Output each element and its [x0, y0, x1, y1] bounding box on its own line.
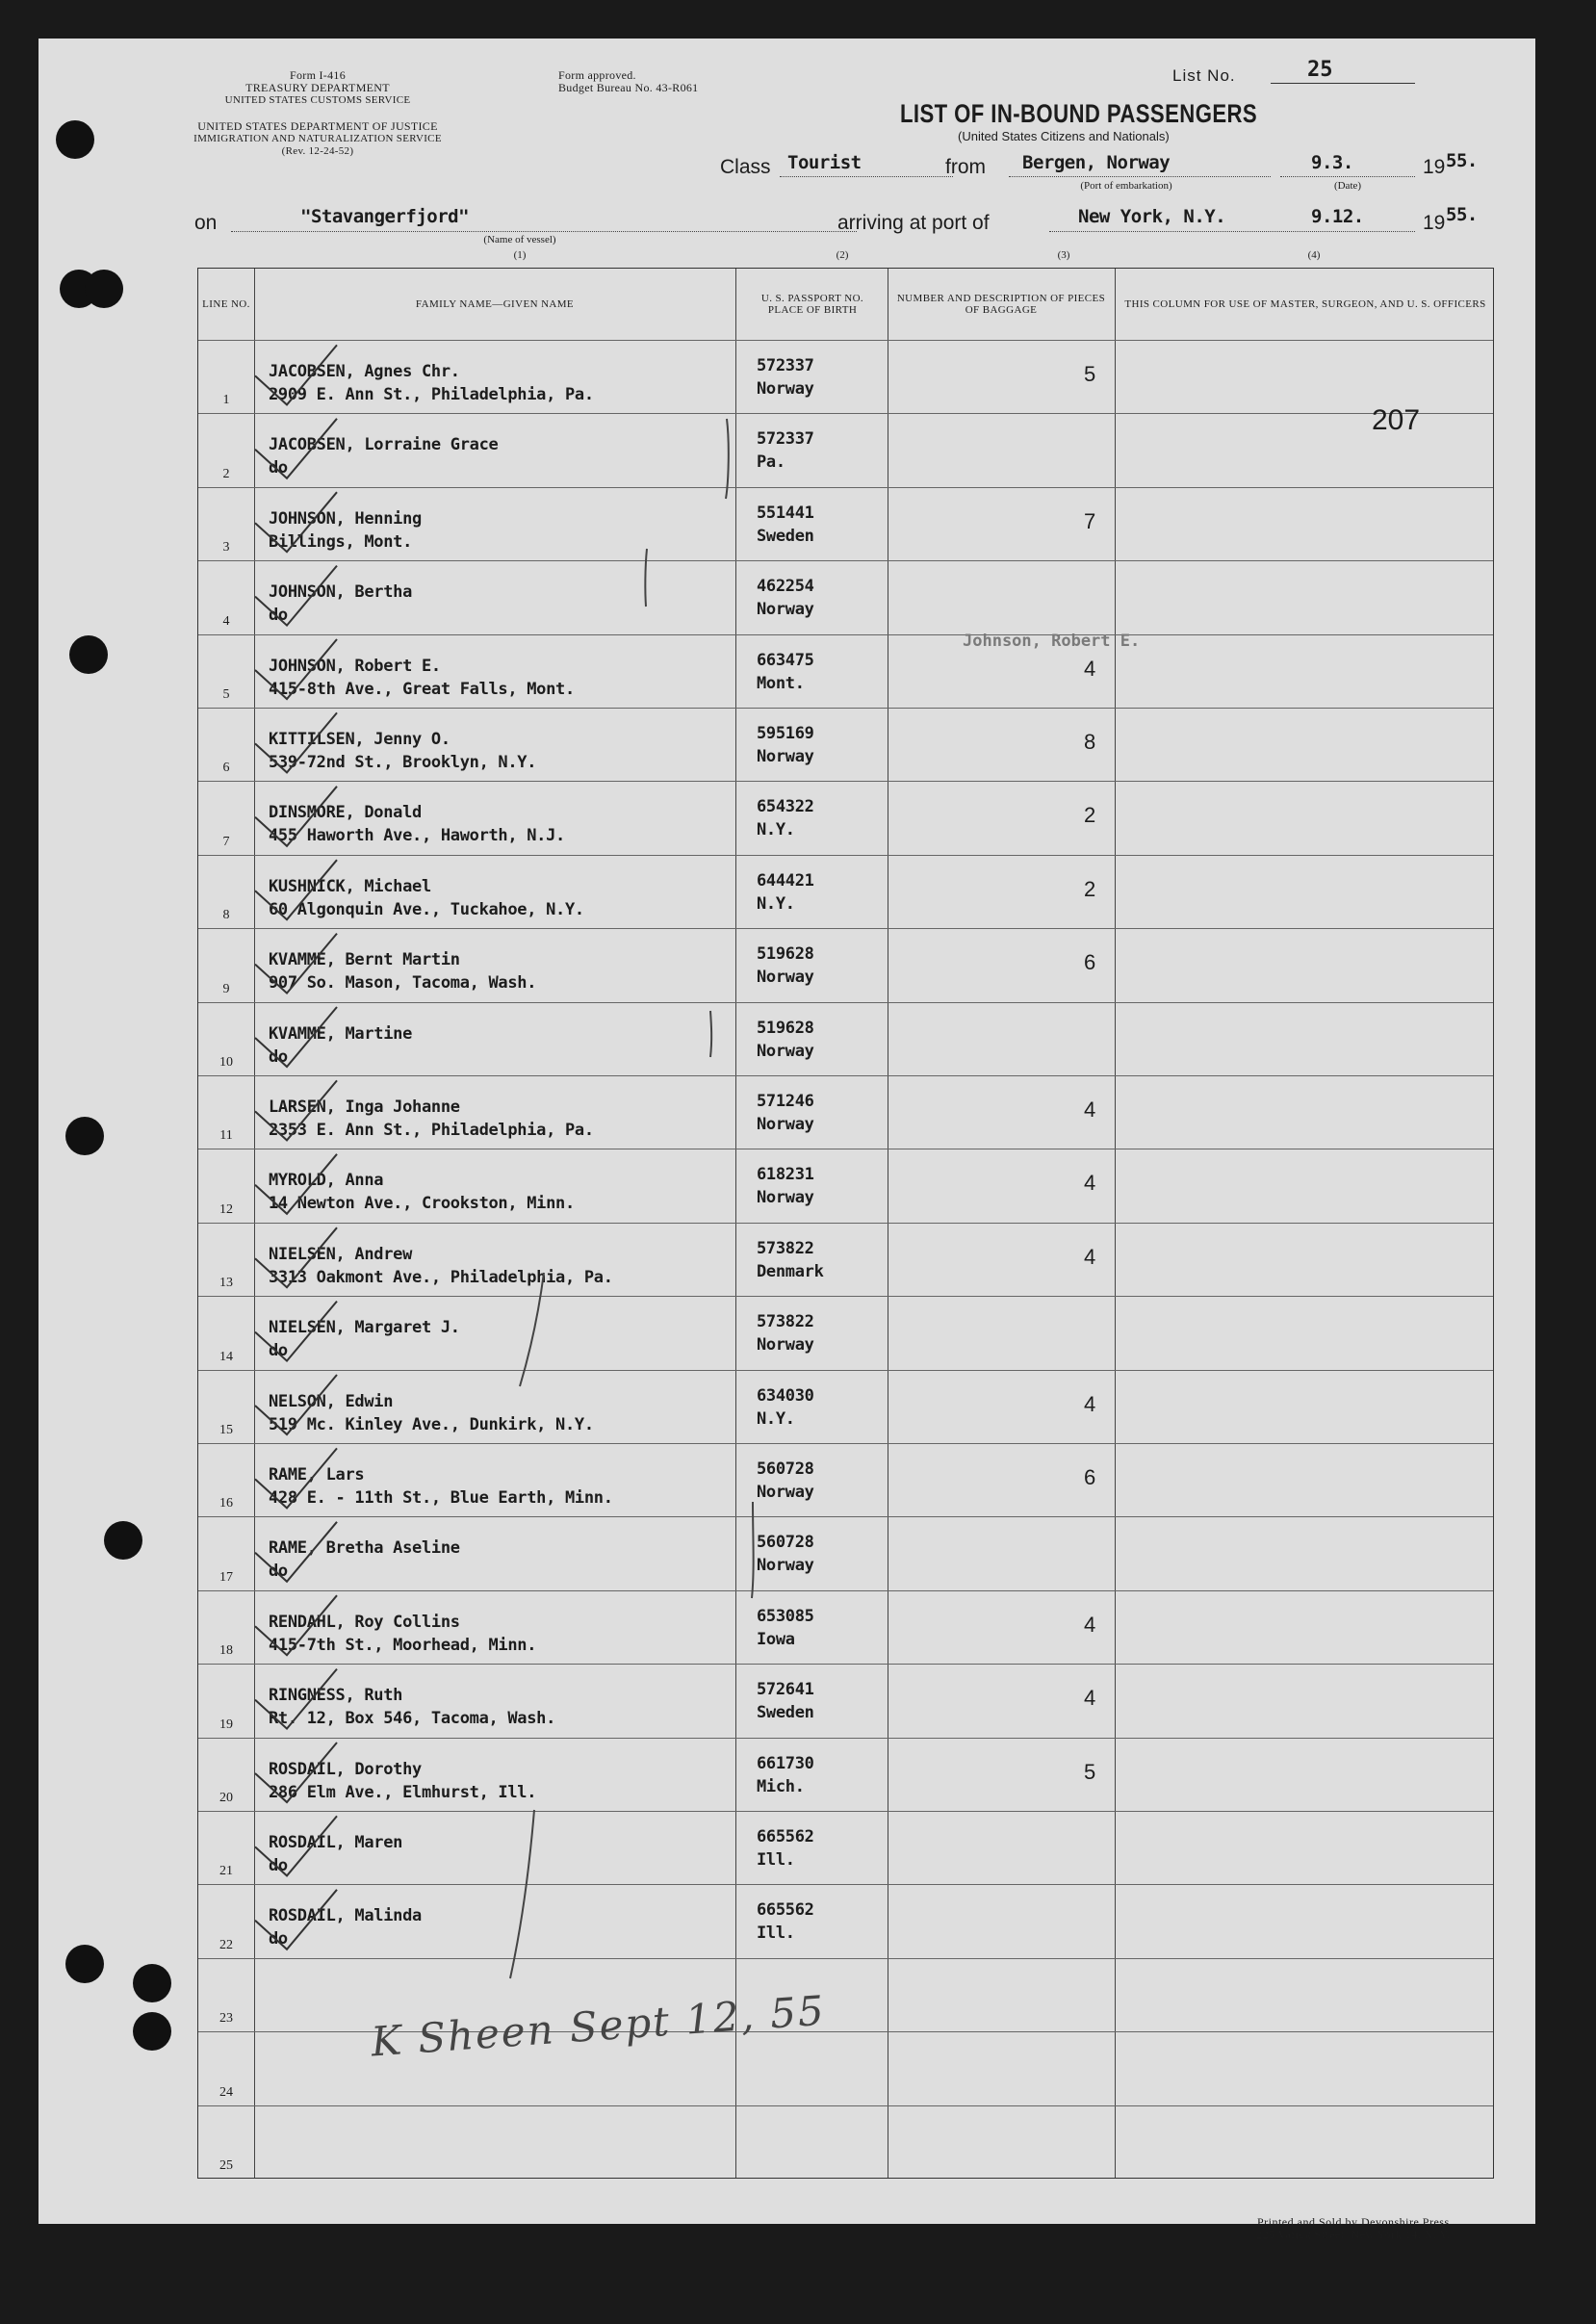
line-number: 17 [219, 1569, 233, 1585]
passport-number: 654322 [757, 797, 814, 817]
vessel-caption: (Name of vessel) [483, 234, 556, 245]
table-row [198, 487, 1493, 561]
passenger-name: RAME, Lars [269, 1465, 365, 1485]
table-row [198, 1296, 1493, 1370]
line-number: 20 [219, 1790, 233, 1805]
line-number: 3 [222, 540, 230, 555]
passenger-name-block [269, 1390, 594, 1436]
place-of-birth: Norway [757, 1483, 814, 1502]
place-of-birth: Norway [757, 968, 814, 988]
passenger-name-block [269, 1758, 536, 1804]
passenger-address: do [269, 1046, 288, 1067]
passport-number: 661730 [757, 1753, 814, 1773]
passenger-name: JOHNSON, Robert E. [269, 656, 441, 676]
baggage-count: 4 [1084, 1686, 1096, 1711]
place-of-birth: Norway [757, 1041, 814, 1061]
manifest-title: LIST OF IN-BOUND PASSENGERS [900, 99, 1258, 128]
table-row [198, 1590, 1493, 1665]
passport-number: 653085 [757, 1606, 814, 1626]
place-of-birth: Norway [757, 1188, 814, 1208]
passport-number: 551441 [757, 503, 814, 523]
baggage-count: 4 [1084, 656, 1096, 681]
passport-block [757, 1752, 814, 1798]
line-number: 4 [222, 613, 230, 629]
class-underline [780, 176, 953, 177]
passenger-name: ROSDAIL, Dorothy [269, 1759, 422, 1779]
arrival-underline [1049, 231, 1415, 232]
line-number: 21 [219, 1864, 233, 1879]
port-underline [1009, 176, 1271, 177]
passenger-address: 60 Algonquin Ave., Tuckahoe, N.Y. [269, 899, 584, 919]
place-of-birth: Denmark [757, 1261, 824, 1281]
col-3-caption: (3) [1057, 249, 1070, 261]
line-number: 18 [219, 1643, 233, 1659]
date-underline [1280, 176, 1415, 177]
manifest-sheet [39, 39, 1535, 2241]
passenger-name-block [269, 1169, 575, 1215]
passenger-name-block [269, 1831, 402, 1877]
place-of-birth: N.Y. [757, 893, 795, 914]
passport-block [757, 649, 814, 695]
passenger-name-block [269, 1904, 422, 1950]
line-number: 12 [219, 1201, 233, 1217]
baggage-count: 5 [1084, 1759, 1096, 1784]
arrival-date: 9.12. [1311, 206, 1364, 227]
passenger-name: JACOBSEN, Agnes Chr. [269, 362, 460, 381]
passport-block [757, 427, 814, 474]
passport-block [757, 1384, 814, 1431]
col-1-caption: (1) [513, 249, 527, 261]
passport-block [757, 1605, 814, 1651]
from-label: from [945, 156, 986, 178]
line-number: 19 [219, 1717, 233, 1732]
table-row [198, 1149, 1493, 1223]
table-row [198, 1664, 1493, 1738]
table-row [198, 1738, 1493, 1812]
baggage-count: 2 [1084, 876, 1096, 901]
passenger-address: 455 Haworth Ave., Haworth, N.J. [269, 826, 565, 846]
punch-hole [56, 120, 94, 159]
passenger-name: RINGNESS, Ruth [269, 1686, 403, 1706]
passenger-name: JOHNSON, Bertha [269, 582, 413, 603]
form-approved: Form approved. [558, 68, 636, 82]
passport-block [757, 943, 814, 989]
printer-imprint [1256, 2216, 1451, 2241]
baggage-count: 7 [1084, 508, 1096, 533]
col-2-caption: (2) [836, 249, 849, 261]
passport-block [757, 795, 814, 841]
passenger-address: 3313 Oakmont Ave., Philadelphia, Pa. [269, 1267, 613, 1287]
baggage-count: 8 [1084, 730, 1096, 754]
passport-number: 519628 [757, 1018, 814, 1038]
passport-number: 572337 [757, 429, 814, 450]
passenger-name: RAME, Bretha Aseline [269, 1538, 460, 1559]
punch-hole [65, 1945, 104, 1983]
passport-block [757, 1678, 814, 1724]
treasury-dept: TREASURY DEPARTMENT [245, 81, 390, 94]
header-line-no: LINE NO. [202, 298, 250, 310]
year-prefix: 19 [1423, 156, 1446, 178]
port-of-embarkation: Bergen, Norway [1022, 152, 1171, 173]
baggage-count: 5 [1084, 362, 1096, 386]
place-of-birth: Ill. [757, 1850, 795, 1870]
passenger-name: NIELSEN, Andrew [269, 1244, 413, 1264]
port-caption: (Port of embarkation) [1080, 180, 1172, 192]
passport-number: 560728 [757, 1533, 814, 1553]
table-row [198, 1223, 1493, 1297]
passenger-address: 415-8th Ave., Great Falls, Mont. [269, 679, 575, 699]
line-number: 14 [219, 1349, 233, 1364]
place-of-birth: Norway [757, 1335, 814, 1356]
passenger-name: JOHNSON, Henning [269, 508, 422, 529]
passenger-address: Rt. 12, Box 546, Tacoma, Wash. [269, 1709, 556, 1729]
line-number: 7 [222, 834, 230, 849]
passport-number: 572337 [757, 356, 814, 375]
line-number: 1 [222, 393, 230, 408]
struck-through-entry: Johnson, Robert E. [963, 632, 1141, 651]
table-row [198, 928, 1493, 1002]
place-of-birth: Norway [757, 600, 814, 620]
passport-block [757, 1531, 814, 1577]
place-of-birth: Mich. [757, 1776, 805, 1796]
passenger-address: do [269, 1562, 288, 1582]
customs-service: UNITED STATES CUSTOMS SERVICE [224, 94, 411, 106]
baggage-count: 4 [1084, 1244, 1096, 1269]
baggage-count: 6 [1084, 1465, 1096, 1489]
header-passport: U. S. PASSPORT NO. PLACE OF BIRTH [760, 293, 864, 316]
line-number: 6 [222, 761, 230, 776]
passenger-name-block [269, 1684, 555, 1730]
passport-number: 462254 [757, 577, 814, 597]
place-of-birth: Sweden [757, 526, 814, 546]
passenger-address: 907 So. Mason, Tacoma, Wash. [269, 973, 537, 994]
passenger-address: do [269, 1856, 288, 1875]
arrival-port: New York, N.Y. [1078, 206, 1226, 227]
place-of-birth: Pa. [757, 452, 785, 473]
table-row [198, 413, 1493, 487]
table-row [198, 1884, 1493, 1958]
line-number: 5 [222, 686, 230, 702]
passenger-table [197, 268, 1494, 2179]
passenger-name-block [269, 1463, 613, 1510]
passport-number: 595169 [757, 724, 814, 743]
justice-block [183, 120, 452, 158]
place-of-birth: Norway [757, 1115, 814, 1134]
arrival-year: 55. [1446, 204, 1478, 225]
passenger-address: 286 Elm Ave., Elmhurst, Ill. [269, 1782, 537, 1802]
punch-hole [133, 1964, 171, 2002]
passenger-address: 415-7th St., Moorhead, Minn. [269, 1635, 537, 1655]
table-row [198, 1370, 1493, 1444]
passport-block [757, 575, 814, 621]
passenger-name: KVAMME, Bernt Martin [269, 950, 460, 970]
class-label: Class [720, 156, 771, 178]
printer-line-1: Printed and Sold by Devonshire Press [1256, 2215, 1450, 2229]
passport-block [757, 869, 814, 916]
place-of-birth: Sweden [757, 1703, 814, 1723]
passenger-address: 14 Newton Ave., Crookston, Minn. [269, 1194, 575, 1214]
form-identification [188, 69, 448, 107]
place-of-birth: Norway [757, 379, 814, 399]
passenger-name-block [269, 360, 594, 406]
line-number: 16 [219, 1496, 233, 1511]
line-number: 25 [219, 2157, 233, 2173]
line-number: 9 [222, 981, 230, 996]
budget-bureau: Budget Bureau No. 43-R061 [558, 81, 699, 94]
passport-number: 573822 [757, 1238, 814, 1258]
passport-number: 572641 [757, 1680, 814, 1700]
list-number-value: 25 [1307, 58, 1333, 82]
passenger-name-block [269, 1316, 460, 1362]
place-of-birth: Norway [757, 747, 814, 766]
passport-block [757, 502, 814, 548]
passenger-name-block [269, 1022, 412, 1069]
passenger-name-block [269, 655, 575, 701]
passport-block [757, 1310, 814, 1356]
place-of-birth: Iowa [757, 1629, 795, 1649]
printer-line-2: 225 Varick Street, New York 14, N. Y. [1256, 2228, 1451, 2241]
passenger-name-block [269, 948, 536, 994]
passport-number: 519628 [757, 944, 814, 965]
passenger-name-block [269, 1243, 613, 1289]
place-of-birth: N.Y. [757, 820, 795, 840]
passport-number: 663475 [757, 650, 814, 670]
passenger-name-block [269, 801, 565, 847]
punch-hole [65, 1117, 104, 1155]
passenger-name: JACOBSEN, Lorraine Grace [269, 435, 499, 455]
header-officers: THIS COLUMN FOR USE OF MASTER, SURGEON, AND U. S. OFFICERS [1124, 298, 1486, 310]
passenger-name: ROSDAIL, Maren [269, 1833, 403, 1852]
passenger-name: ROSDAIL, Malinda [269, 1906, 422, 1926]
passenger-name: KUSHNICK, Michael [269, 876, 431, 896]
line-number: 24 [219, 2084, 233, 2100]
passenger-name-block [269, 1536, 460, 1583]
vessel-underline [231, 231, 857, 232]
vessel-name: "Stavangerfjord" [300, 206, 470, 227]
punch-hole [69, 635, 108, 674]
arrival-year-prefix: 19 [1423, 212, 1446, 234]
baggage-count: 4 [1084, 1171, 1096, 1196]
passenger-address: do [269, 1341, 288, 1361]
line-number: 2 [222, 466, 230, 481]
passenger-address: 2353 E. Ann St., Philadelphia, Pa. [269, 1121, 594, 1140]
passport-number: 573822 [757, 1312, 814, 1332]
passenger-address: 428 E. - 11th St., Blue Earth, Minn. [269, 1488, 613, 1508]
table-row [198, 855, 1493, 929]
inspector-signature: K Sheen Sept 12, 55 [369, 1986, 828, 2066]
passenger-address: do [269, 606, 288, 626]
passenger-name: KVAMME, Martine [269, 1023, 413, 1044]
line-number: 8 [222, 908, 230, 923]
justice-dept: UNITED STATES DEPARTMENT OF JUSTICE [197, 119, 438, 133]
passenger-address: 2909 E. Ann St., Philadelphia, Pa. [269, 385, 594, 404]
passenger-name-block [269, 728, 536, 774]
place-of-birth: N.Y. [757, 1408, 795, 1429]
table-row [198, 781, 1493, 855]
officer-stamp: 207 [1372, 404, 1421, 436]
passport-block [757, 1163, 814, 1209]
passenger-name-block [269, 875, 584, 921]
place-of-birth: Ill. [757, 1924, 795, 1944]
passenger-address: do [269, 1929, 288, 1950]
departure-year: 55. [1446, 150, 1478, 171]
passenger-name: NIELSEN, Margaret J. [269, 1318, 460, 1338]
table-row [198, 1443, 1493, 1517]
header-baggage: NUMBER AND DESCRIPTION OF PIECES OF BAGGAGE [896, 293, 1106, 316]
line-number: 11 [219, 1128, 233, 1144]
baggage-count: 4 [1084, 1097, 1096, 1122]
passport-number: 665562 [757, 1900, 814, 1921]
line-number: 13 [219, 1276, 233, 1291]
punch-hole [133, 2012, 171, 2051]
table-row [198, 634, 1493, 709]
table-row [198, 1811, 1493, 1885]
passenger-name: NELSON, Edwin [269, 1391, 394, 1411]
table-row [198, 2105, 1493, 2180]
line-number: 23 [219, 2011, 233, 2027]
line-number: 15 [219, 1422, 233, 1437]
passenger-name: MYROLD, Anna [269, 1171, 384, 1191]
passenger-address: 519 Mc. Kinley Ave., Dunkirk, N.Y. [269, 1414, 594, 1434]
list-number-label: List No. [1172, 66, 1236, 85]
line-number: 10 [219, 1054, 233, 1070]
passport-block [757, 1898, 814, 1945]
passport-block [757, 1825, 814, 1872]
baggage-count: 4 [1084, 1391, 1096, 1416]
passenger-name: KITTILSEN, Jenny O. [269, 730, 450, 749]
passenger-name: RENDAHL, Roy Collins [269, 1612, 460, 1632]
table-row [198, 708, 1493, 782]
date-caption: (Date) [1333, 180, 1362, 192]
baggage-count: 4 [1084, 1612, 1096, 1637]
col-4-caption: (4) [1307, 249, 1321, 261]
header-name: FAMILY NAME—GIVEN NAME [415, 298, 575, 310]
passenger-name-block [269, 433, 498, 479]
passport-block [757, 1237, 824, 1283]
passenger-name: DINSMORE, Donald [269, 803, 422, 823]
passport-number: 571246 [757, 1092, 814, 1111]
passenger-address: do [269, 458, 288, 478]
baggage-count: 6 [1084, 950, 1096, 975]
manifest-subtitle: (United States Citizens and Nationals) [958, 129, 1170, 143]
passenger-address: Billings, Mont. [269, 531, 413, 552]
passport-block [757, 354, 814, 400]
form-number: Form I-416 [290, 68, 346, 82]
passport-block [757, 722, 814, 768]
list-number-underline [1271, 83, 1415, 84]
passenger-name-block [269, 1611, 536, 1657]
table-row [198, 560, 1493, 634]
table-row [198, 1516, 1493, 1590]
line-number: 22 [219, 1937, 233, 1952]
table-row [198, 1002, 1493, 1076]
place-of-birth: Mont. [757, 673, 805, 693]
place-of-birth: Norway [757, 1556, 814, 1576]
class-value: Tourist [787, 152, 862, 173]
passport-number: 634030 [757, 1385, 814, 1406]
departure-date: 9.3. [1311, 152, 1353, 173]
passport-number: 560728 [757, 1459, 814, 1479]
table-row [198, 340, 1493, 414]
table-row [198, 1075, 1493, 1149]
baggage-count: 2 [1084, 803, 1096, 828]
passenger-name: LARSEN, Inga Johanne [269, 1097, 460, 1117]
passenger-name-block [269, 507, 422, 554]
passenger-address: 539-72nd St., Brooklyn, N.Y. [269, 753, 537, 772]
punch-hole [85, 270, 123, 308]
passport-number: 644421 [757, 870, 814, 891]
passport-block [757, 1458, 814, 1504]
approval-block [558, 69, 780, 94]
passport-block [757, 1090, 814, 1136]
arriving-label: arriving at port of [837, 212, 990, 234]
on-label: on [194, 212, 218, 234]
passenger-name-block [269, 581, 412, 627]
immigration-service: IMMIGRATION AND NATURALIZATION SERVICE [193, 133, 442, 144]
passport-block [757, 1017, 814, 1063]
passport-number: 618231 [757, 1165, 814, 1185]
passport-number: 665562 [757, 1827, 814, 1846]
punch-hole [104, 1521, 142, 1560]
passenger-name-block [269, 1096, 594, 1142]
revision-date: (Rev. 12-24-52) [281, 145, 354, 157]
